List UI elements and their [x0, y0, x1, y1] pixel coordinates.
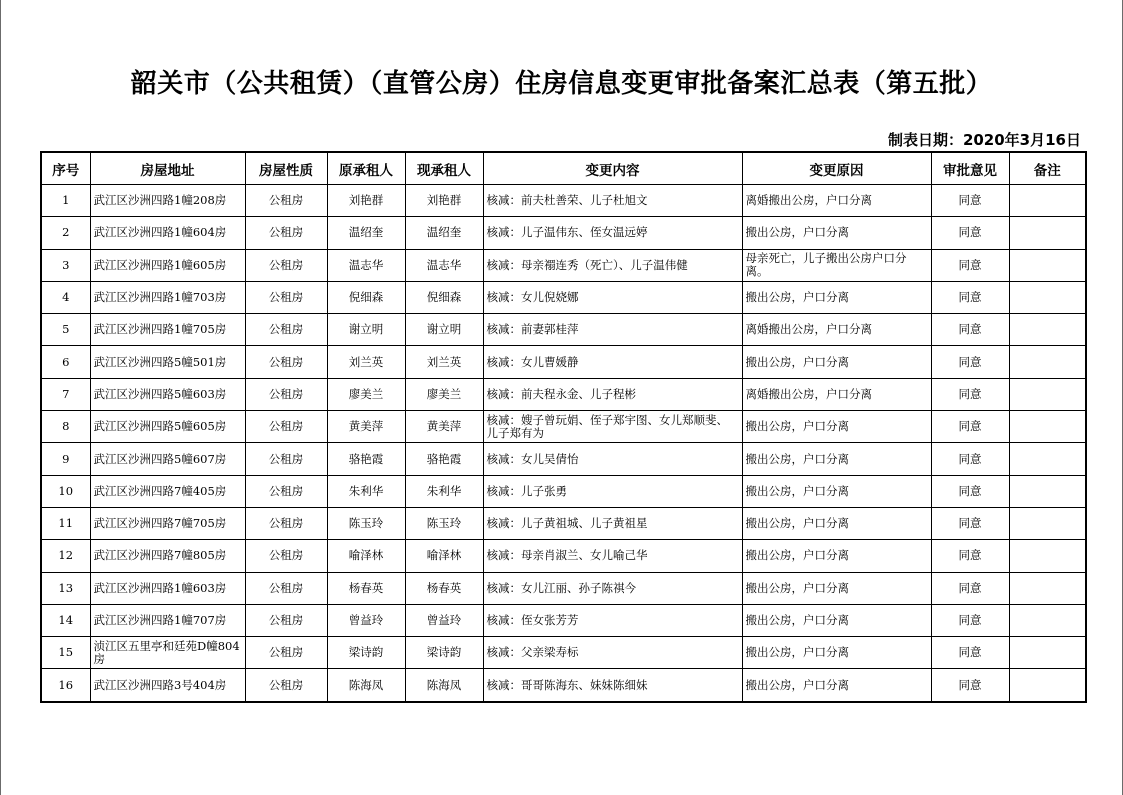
cell-no: 15 — [41, 637, 90, 669]
cell-address: 武江区沙洲四路1幢604房 — [90, 217, 245, 249]
cell-approval: 同意 — [931, 637, 1009, 669]
cell-address: 浈江区五里亭和廷苑D幢804房 — [90, 637, 245, 669]
cell-reason: 搬出公房，户口分离 — [742, 507, 931, 539]
cell-no: 7 — [41, 378, 90, 410]
cell-type: 公租房 — [245, 669, 327, 702]
cell-reason: 搬出公房，户口分离 — [742, 637, 931, 669]
cell-original-tenant: 刘艳群 — [327, 185, 405, 217]
header-current-tenant: 现承租人 — [405, 152, 483, 185]
cell-approval: 同意 — [931, 540, 1009, 572]
table-row — [41, 604, 1086, 636]
cell-change: 核减：儿子黄祖城、儿子黄祖星 — [483, 507, 742, 539]
cell-no: 1 — [41, 185, 90, 217]
cell-address: 武江区沙洲四路7幢705房 — [90, 507, 245, 539]
cell-original-tenant: 温绍奎 — [327, 217, 405, 249]
cell-change: 核减：哥哥陈海东、妹妹陈细妹 — [483, 669, 742, 702]
table-row — [41, 475, 1086, 507]
cell-no: 9 — [41, 443, 90, 475]
cell-no: 3 — [41, 249, 90, 281]
cell-original-tenant: 喻泽林 — [327, 540, 405, 572]
cell-current-tenant: 温志华 — [405, 249, 483, 281]
cell-reason: 母亲死亡，儿子搬出公房户口分离。 — [742, 249, 931, 281]
table-row — [41, 637, 1086, 669]
cell-remark — [1009, 669, 1086, 702]
cell-type: 公租房 — [245, 637, 327, 669]
cell-remark — [1009, 281, 1086, 313]
cell-approval: 同意 — [931, 443, 1009, 475]
table-row — [41, 185, 1086, 217]
cell-current-tenant: 温绍奎 — [405, 217, 483, 249]
cell-remark — [1009, 217, 1086, 249]
document-title: 韶关市（公共租赁）（直管公房）住房信息变更审批备案汇总表（第五批） — [130, 69, 993, 99]
cell-change: 核减：母亲禤连秀（死亡）、儿子温伟健 — [483, 249, 742, 281]
header-original-tenant: 原承租人 — [327, 152, 405, 185]
cell-change: 核减：女儿江丽、孙子陈祺今 — [483, 572, 742, 604]
cell-type: 公租房 — [245, 604, 327, 636]
cell-approval: 同意 — [931, 249, 1009, 281]
cell-current-tenant: 曾益玲 — [405, 604, 483, 636]
cell-change: 核减：母亲肖淑兰、女儿喻己华 — [483, 540, 742, 572]
table-row — [41, 249, 1086, 281]
cell-address: 武江区沙洲四路5幢603房 — [90, 378, 245, 410]
cell-remark — [1009, 475, 1086, 507]
header-row — [41, 152, 1086, 185]
cell-original-tenant: 廖美兰 — [327, 378, 405, 410]
cell-no: 11 — [41, 507, 90, 539]
cell-approval: 同意 — [931, 346, 1009, 378]
cell-change: 核减：儿子张勇 — [483, 475, 742, 507]
table-date: 制表日期：2020年3月16日 — [887, 131, 1081, 149]
cell-change: 核减：前妻郭桂萍 — [483, 314, 742, 346]
table-row — [41, 346, 1086, 378]
cell-type: 公租房 — [245, 281, 327, 313]
cell-remark — [1009, 540, 1086, 572]
cell-current-tenant: 刘兰英 — [405, 346, 483, 378]
cell-type: 公租房 — [245, 540, 327, 572]
cell-approval: 同意 — [931, 314, 1009, 346]
cell-address: 武江区沙洲四路5幢501房 — [90, 346, 245, 378]
cell-approval: 同意 — [931, 378, 1009, 410]
cell-reason: 离婚搬出公房，户口分离 — [742, 314, 931, 346]
cell-original-tenant: 黄美萍 — [327, 411, 405, 443]
header-remark: 备注 — [1009, 152, 1086, 185]
cell-original-tenant: 杨春英 — [327, 572, 405, 604]
page-edge-left — [0, 0, 1, 795]
cell-reason: 搬出公房，户口分离 — [742, 217, 931, 249]
cell-reason: 搬出公房，户口分离 — [742, 572, 931, 604]
cell-change: 核减：前夫杜善荣、儿子杜旭文 — [483, 185, 742, 217]
cell-original-tenant: 骆艳霞 — [327, 443, 405, 475]
cell-no: 10 — [41, 475, 90, 507]
cell-type: 公租房 — [245, 314, 327, 346]
cell-address: 武江区沙洲四路7幢805房 — [90, 540, 245, 572]
cell-no: 12 — [41, 540, 90, 572]
cell-address: 武江区沙洲四路1幢703房 — [90, 281, 245, 313]
cell-type: 公租房 — [245, 378, 327, 410]
cell-original-tenant: 曾益玲 — [327, 604, 405, 636]
cell-change: 核减：女儿曹媛静 — [483, 346, 742, 378]
cell-approval: 同意 — [931, 411, 1009, 443]
cell-change: 核减：前夫程永金、儿子程彬 — [483, 378, 742, 410]
cell-change: 核减：女儿倪娆娜 — [483, 281, 742, 313]
table-row — [41, 378, 1086, 410]
cell-remark — [1009, 314, 1086, 346]
cell-approval: 同意 — [931, 572, 1009, 604]
cell-current-tenant: 廖美兰 — [405, 378, 483, 410]
cell-remark — [1009, 185, 1086, 217]
cell-type: 公租房 — [245, 411, 327, 443]
cell-current-tenant: 喻泽林 — [405, 540, 483, 572]
cell-remark — [1009, 346, 1086, 378]
cell-no: 8 — [41, 411, 90, 443]
cell-current-tenant: 刘艳群 — [405, 185, 483, 217]
cell-current-tenant: 倪细森 — [405, 281, 483, 313]
cell-change: 核减：儿子温伟东、侄女温远婷 — [483, 217, 742, 249]
cell-reason: 搬出公房，户口分离 — [742, 604, 931, 636]
cell-address: 武江区沙洲四路1幢208房 — [90, 185, 245, 217]
cell-original-tenant: 梁诗韵 — [327, 637, 405, 669]
cell-reason: 搬出公房，户口分离 — [742, 669, 931, 702]
cell-change: 核减：女儿吴倩怡 — [483, 443, 742, 475]
cell-approval: 同意 — [931, 217, 1009, 249]
cell-remark — [1009, 507, 1086, 539]
cell-approval: 同意 — [931, 669, 1009, 702]
cell-type: 公租房 — [245, 507, 327, 539]
records-table — [40, 151, 1087, 703]
cell-no: 13 — [41, 572, 90, 604]
cell-change: 核减：嫂子曾玩娟、侄子郑宇图、女儿郑顺斐、儿子郑有为 — [483, 411, 742, 443]
cell-approval: 同意 — [931, 185, 1009, 217]
table-row — [41, 572, 1086, 604]
cell-no: 4 — [41, 281, 90, 313]
cell-address: 武江区沙洲四路1幢603房 — [90, 572, 245, 604]
cell-no: 16 — [41, 669, 90, 702]
cell-no: 5 — [41, 314, 90, 346]
cell-change: 核减：父亲梁寿标 — [483, 637, 742, 669]
cell-original-tenant: 刘兰英 — [327, 346, 405, 378]
header-change: 变更内容 — [483, 152, 742, 185]
cell-address: 武江区沙洲四路5幢607房 — [90, 443, 245, 475]
cell-current-tenant: 陈玉玲 — [405, 507, 483, 539]
cell-reason: 搬出公房，户口分离 — [742, 540, 931, 572]
cell-change: 核减：侄女张芳芳 — [483, 604, 742, 636]
cell-reason: 离婚搬出公房，户口分离 — [742, 378, 931, 410]
cell-type: 公租房 — [245, 475, 327, 507]
cell-type: 公租房 — [245, 249, 327, 281]
cell-type: 公租房 — [245, 217, 327, 249]
cell-remark — [1009, 249, 1086, 281]
table-row — [41, 281, 1086, 313]
cell-original-tenant: 温志华 — [327, 249, 405, 281]
cell-remark — [1009, 378, 1086, 410]
cell-reason: 搬出公房，户口分离 — [742, 475, 931, 507]
table-row — [41, 217, 1086, 249]
cell-address: 武江区沙洲四路1幢707房 — [90, 604, 245, 636]
cell-approval: 同意 — [931, 281, 1009, 313]
cell-remark — [1009, 572, 1086, 604]
cell-approval: 同意 — [931, 475, 1009, 507]
cell-remark — [1009, 443, 1086, 475]
cell-no: 2 — [41, 217, 90, 249]
cell-address: 武江区沙洲四路3号404房 — [90, 669, 245, 702]
cell-address: 武江区沙洲四路1幢605房 — [90, 249, 245, 281]
cell-current-tenant: 骆艳霞 — [405, 443, 483, 475]
table-row — [41, 314, 1086, 346]
cell-reason: 搬出公房，户口分离 — [742, 411, 931, 443]
cell-reason: 离婚搬出公房，户口分离 — [742, 185, 931, 217]
cell-type: 公租房 — [245, 346, 327, 378]
cell-approval: 同意 — [931, 507, 1009, 539]
cell-type: 公租房 — [245, 572, 327, 604]
cell-reason: 搬出公房，户口分离 — [742, 443, 931, 475]
cell-no: 6 — [41, 346, 90, 378]
table-row — [41, 443, 1086, 475]
cell-address: 武江区沙洲四路1幢705房 — [90, 314, 245, 346]
table-row — [41, 411, 1086, 443]
cell-type: 公租房 — [245, 443, 327, 475]
cell-no: 14 — [41, 604, 90, 636]
cell-current-tenant: 谢立明 — [405, 314, 483, 346]
cell-type: 公租房 — [245, 185, 327, 217]
cell-address: 武江区沙洲四路5幢605房 — [90, 411, 245, 443]
cell-current-tenant: 杨春英 — [405, 572, 483, 604]
cell-address: 武江区沙洲四路7幢405房 — [90, 475, 245, 507]
cell-original-tenant: 倪细森 — [327, 281, 405, 313]
header-reason: 变更原因 — [742, 152, 931, 185]
cell-remark — [1009, 411, 1086, 443]
cell-approval: 同意 — [931, 604, 1009, 636]
header-address: 房屋地址 — [90, 152, 245, 185]
cell-original-tenant: 陈玉玲 — [327, 507, 405, 539]
header-type: 房屋性质 — [245, 152, 327, 185]
table-row — [41, 540, 1086, 572]
cell-original-tenant: 朱利华 — [327, 475, 405, 507]
table-row — [41, 507, 1086, 539]
cell-remark — [1009, 637, 1086, 669]
cell-reason: 搬出公房，户口分离 — [742, 346, 931, 378]
header-approval: 审批意见 — [931, 152, 1009, 185]
cell-remark — [1009, 604, 1086, 636]
cell-current-tenant: 朱利华 — [405, 475, 483, 507]
cell-original-tenant: 陈海凤 — [327, 669, 405, 702]
cell-reason: 搬出公房，户口分离 — [742, 281, 931, 313]
cell-original-tenant: 谢立明 — [327, 314, 405, 346]
header-no: 序号 — [41, 152, 90, 185]
cell-current-tenant: 陈海凤 — [405, 669, 483, 702]
table-row — [41, 669, 1086, 702]
cell-current-tenant: 梁诗韵 — [405, 637, 483, 669]
cell-current-tenant: 黄美萍 — [405, 411, 483, 443]
